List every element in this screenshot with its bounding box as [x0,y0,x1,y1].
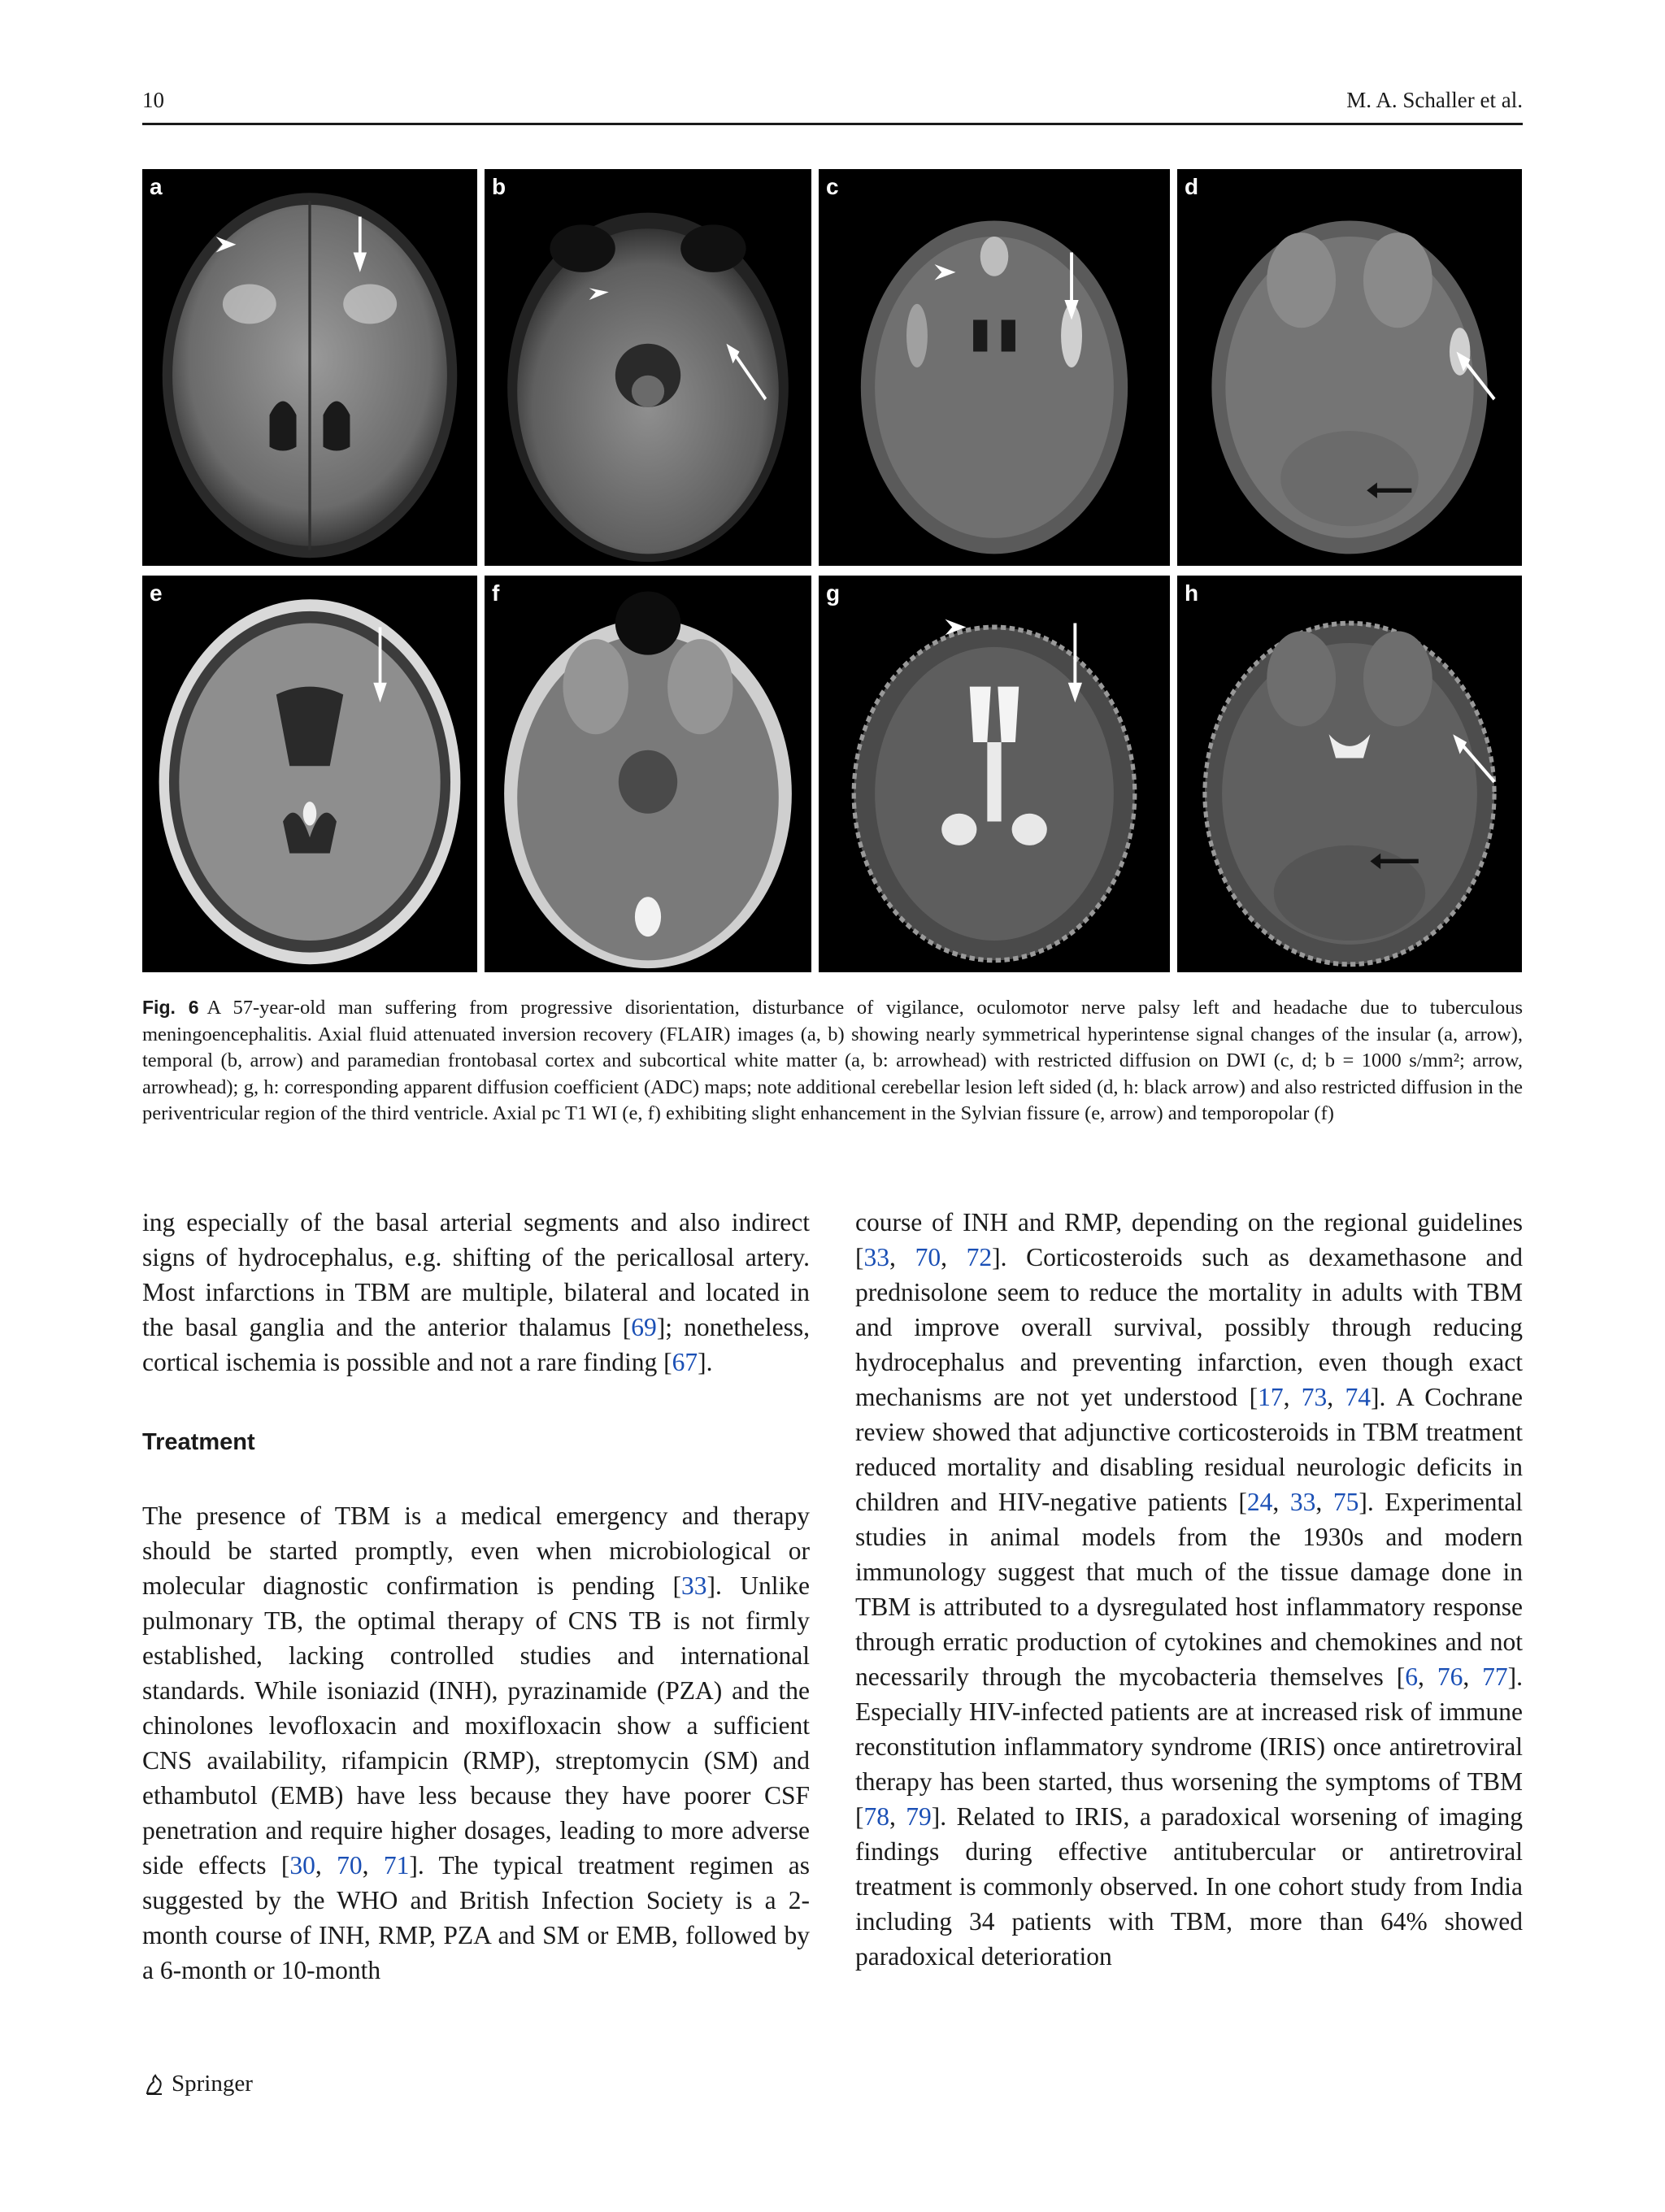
figure-caption [142,994,1523,1128]
panel-label-b: b [492,174,506,199]
arrowhead-icon [946,619,967,636]
right-text-column [855,1205,1523,1974]
reference-link[interactable]: 30 [289,1851,315,1880]
reference-link[interactable]: 77 [1482,1662,1508,1691]
mri-panel-a [142,169,477,566]
t1-contrast-axial-scan-f [485,576,811,972]
reference-link[interactable]: 75 [1332,1488,1359,1516]
reference-link[interactable]: 33 [863,1243,889,1271]
reference-link[interactable]: 67 [672,1348,698,1376]
mri-panel-c [819,169,1170,566]
panel-label-f: f [492,580,500,606]
page-number: 10 [142,88,164,112]
figure-label: Fig. 6 [142,997,199,1018]
paragraph: ing especially of the basal arterial segments and also indirect signs of hydrocephalus, e.g. shifting of the pericallosal artery. Most infarctions in TBM are multiple, bilateral and located in the basal ganglia and the anterior thalamus [69]; nonetheless, cortical ischemia is possible and not a rare finding [67]. [142,1208,811,1376]
header-rule [142,123,1523,125]
reference-link[interactable]: 74 [1345,1383,1371,1411]
paragraph: course of INH and RMP, depending on the regional guidelines [33, 70, 72]. Corticosteroids such as dexamethasone and prednisolone seem to reduce the mortality in adults with TBM and improve overall survival, possibly through reducing hydrocephalus and preventing infarction, even though exact mechanisms are not yet understood [17, 73, 74]. A Cochrane review showed that adjunctive corticosteroids in TBM treatment reduced mortality and disabling residual neurologic deficits in children and HIV-negative patients [24, 33, 75]. Experimental studies in animal models from the 1930s and modern immunology suggest that much of the tissue damage done in TBM is attributed to a dysregulated host inflammatory response through erratic production of cytokines and chemokines and not necessarily through the mycobacteria themselves [6, 76, 77]. Especially HIV-infected patients are at increased risk of immune reconstitution inflammatory syndrome (IRIS) once antiretroviral therapy has been started, thus worsening the symptoms of TBM [78, 79]. Related to IRIS, a paradoxical worsening of imaging findings during effective antitubercular or antiretroviral treatment is commonly observed. In one cohort study from India including 34 patients with TBM, more than 64% showed paradoxical deterioration [855,1208,1524,1971]
panel-label-a: a [150,174,163,199]
reference-link[interactable]: 70 [337,1851,363,1880]
section-heading-treatment: Treatment [142,1429,255,1455]
springer-horse-logo-icon [142,2072,167,2097]
reference-link[interactable]: 73 [1301,1383,1328,1411]
panel-label-h: h [1185,580,1199,606]
arrowhead-icon [216,237,237,253]
figure-6-image-grid [142,169,1523,972]
reference-link[interactable]: 33 [681,1571,707,1600]
reference-link[interactable]: 33 [1289,1488,1316,1516]
reference-link[interactable]: 24 [1246,1488,1273,1516]
arrow-icon [733,351,766,399]
panel-label-g: g [826,580,841,606]
reference-link[interactable]: 70 [915,1243,941,1271]
reference-link[interactable]: 79 [906,1802,932,1831]
mri-panel-d [1177,169,1522,566]
publisher-name: Springer [172,2071,253,2097]
left-text-column [142,1205,810,1988]
reference-link[interactable]: 17 [1258,1383,1284,1411]
arrow-icon [1463,359,1494,399]
arrow-icon [1460,742,1494,782]
figure-caption-text: A 57-year-old man suffering from progressive disorientation, disturbance of vigilance, oculomotor nerve palsy left and headache due to tuberculous meningoencephalitis. Axial fluid attenuated inversion recovery (FLAIR) images (a, b) showing nearly symmetrical hyperintense signal changes of the insular (a, arrow), temporal (b, arrow) and paramedian frontobasal cortex and subcortical white matter (a, b: arrowhead) with restricted diffusion on DWI (c, d; b = 1000 s/mm²; arrow, arrowhead); g, h: corresponding apparent diffusion coefficient (ADC) maps; note additional cerebellar lesion left sided (d, h: black arrow) and also restricted diffusion in the periventricular region of the third ventricle. Axial pc T1 WI (e, f) exhibiting slight enhancement in the Sylvian fissure (e, arrow) and temporopolar (f) [142,997,1523,1124]
arrowhead-icon [589,288,609,300]
paragraph: The presence of TBM is a medical emergency and therapy should be started promptly, even when microbiological or molecular diagnostic confirmation is pending [33]. Unlike pulmonary TB, the optimal therapy of CNS TB is not firmly established, lacking controlled studies and international standards. While isoniazid (INH), pyrazinamide (PZA) and the chinolones levofloxacin and moxifloxacin show a sufficient CNS availability, rifampicin (RMP), streptomycin (SM) and ethambutol (EMB) have less because they have poorer CSF penetration and require higher dosages, leading to more adverse side effects [30, 70, 71]. The typical treatment regimen as suggested by the WHO and British Infection Society is a 2-month course of INH, RMP, PZA and SM or EMB, followed by a 6-month or 10-month [142,1501,811,1984]
running-head-authors: M. A. Schaller et al. [1346,88,1523,112]
panel-label-c: c [826,174,839,199]
arrowhead-icon [935,264,956,280]
panel-label-d: d [1185,174,1199,199]
mri-panel-g [819,576,1170,972]
reference-link[interactable]: 78 [863,1802,889,1831]
mri-panel-b [485,169,811,566]
reference-link[interactable]: 76 [1437,1662,1463,1691]
mri-panel-e [142,576,477,972]
reference-link[interactable]: 6 [1405,1662,1418,1691]
panel-label-e: e [150,580,163,606]
publisher-footer [142,2071,253,2097]
reference-link[interactable]: 69 [631,1313,657,1341]
reference-link[interactable]: 71 [383,1851,410,1880]
reference-link[interactable]: 72 [966,1243,993,1271]
mri-panel-f [485,576,811,972]
mri-panel-h [1177,576,1522,972]
